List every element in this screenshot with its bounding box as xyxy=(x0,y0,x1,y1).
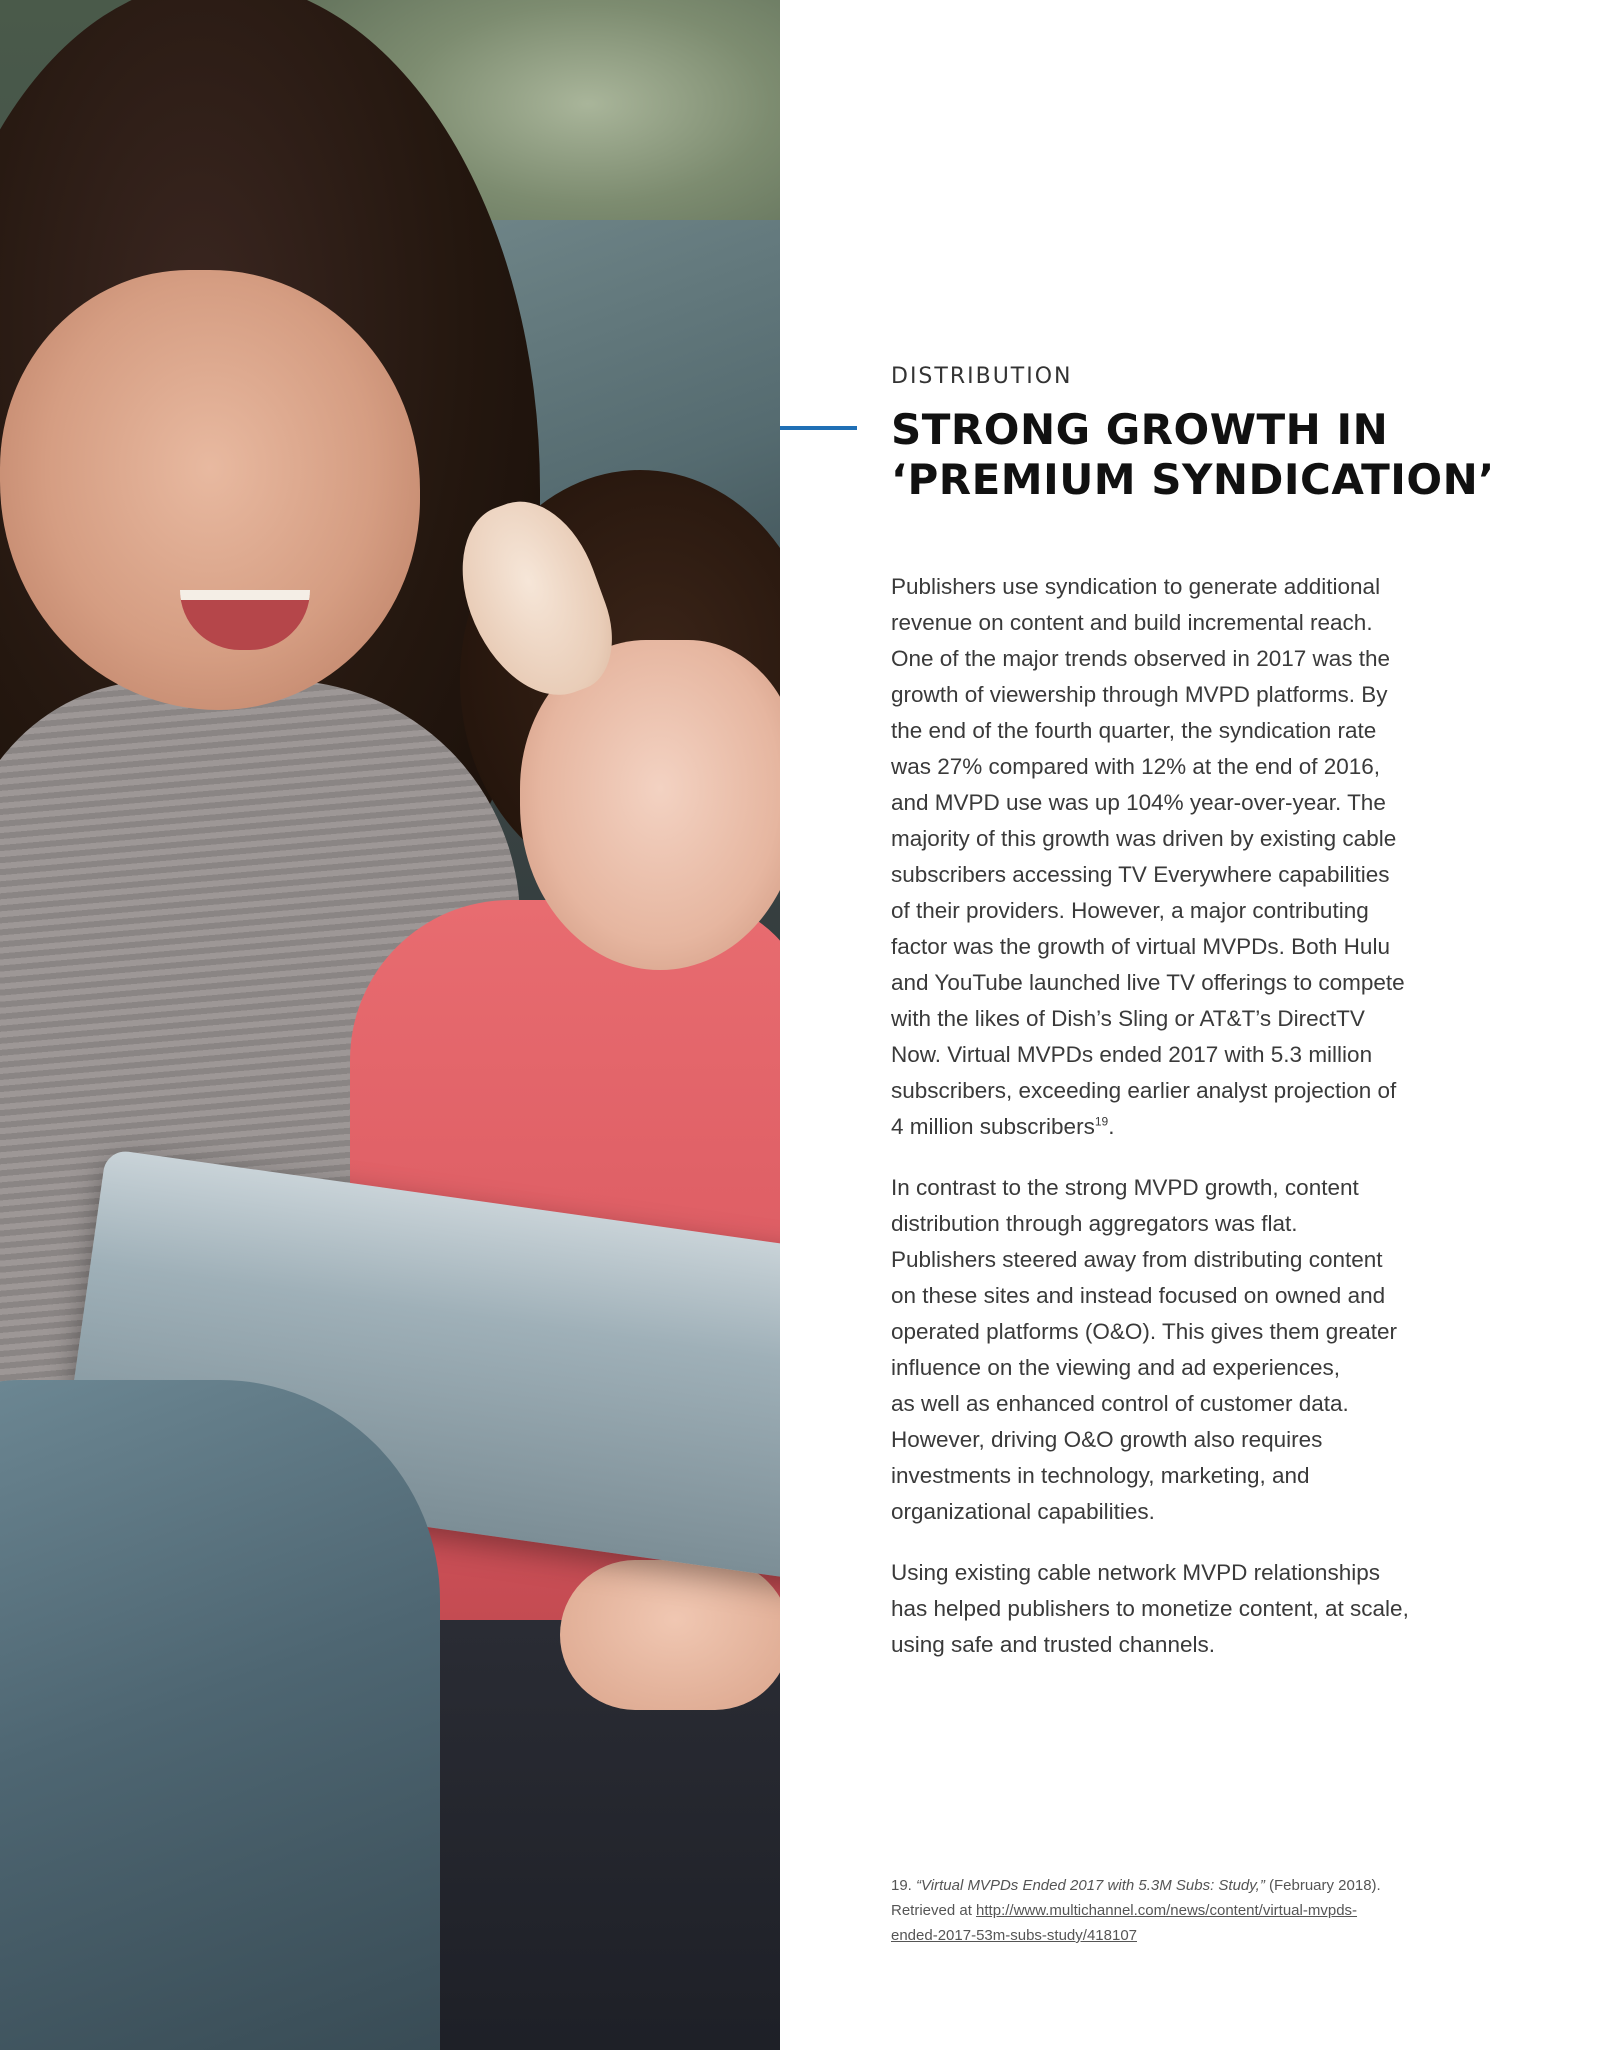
body-line: revenue on content and build incremental reach. xyxy=(891,610,1373,635)
headline-line-2: ‘PREMIUM SYNDICATION’ xyxy=(891,455,1495,504)
body-line: with the likes of Dish’s Sling or AT&T’s DirectTV xyxy=(891,1006,1365,1031)
body-line: However, driving O&O growth also requires xyxy=(891,1427,1323,1452)
headline-line-1: STRONG GROWTH IN xyxy=(891,405,1389,454)
body-paragraph-1 xyxy=(891,569,1461,1145)
footnote-url-link[interactable]: http://www.multichannel.com/news/content/virtual-mvpds- xyxy=(976,1902,1358,1919)
body-line: and YouTube launched live TV offerings to compete xyxy=(891,970,1405,995)
body-last-line-trail: . xyxy=(1108,1114,1115,1139)
footnote-line-1 xyxy=(891,1873,1461,1898)
body-line: of their providers. However, a major contributing xyxy=(891,898,1369,923)
body-line: majority of this growth was driven by existing cable xyxy=(891,826,1397,851)
body-line-last xyxy=(891,1109,1461,1145)
body-line: and MVPD use was up 104% year-over-year. The xyxy=(891,790,1386,815)
footnote-reference[interactable]: 19 xyxy=(1094,1114,1109,1129)
body-line: investments in technology, marketing, and xyxy=(891,1463,1310,1488)
photo-pillow xyxy=(0,1380,440,2050)
section-accent-line xyxy=(780,426,857,430)
body-line: subscribers, exceeding earlier analyst projection of xyxy=(891,1078,1397,1103)
footnote-line-2 xyxy=(891,1898,1461,1923)
body-line: One of the major trends observed in 2017 was the xyxy=(891,646,1391,671)
body-line: operated platforms (O&O). This gives them greater xyxy=(891,1319,1398,1344)
body-paragraph-3 xyxy=(891,1555,1461,1663)
body-line: Publishers use syndication to generate additional xyxy=(891,574,1381,599)
photo-child-arm xyxy=(560,1560,780,1710)
body-line: subscribers accessing TV Everywhere capabilities xyxy=(891,862,1390,887)
body-line: was 27% compared with 12% at the end of 2016, xyxy=(891,754,1381,779)
body-line: influence on the viewing and ad experiences, xyxy=(891,1355,1341,1380)
section-headline xyxy=(891,405,1531,505)
footnote-title: “Virtual MVPDs Ended 2017 with 5.3M Subs: Study,” xyxy=(916,1877,1265,1894)
body-line: using safe and trusted channels. xyxy=(891,1632,1215,1657)
footnote-url-link-continued[interactable]: ended-2017-53m-subs-study/418107 xyxy=(891,1927,1137,1944)
footnote-retrieved-prefix: Retrieved at xyxy=(891,1902,972,1919)
footnote-number: 19. xyxy=(891,1877,912,1894)
section-kicker: DISTRIBUTION xyxy=(891,364,1073,389)
body-line: factor was the growth of virtual MVPDs. Both Hulu xyxy=(891,934,1390,959)
body-line: Using existing cable network MVPD relationships xyxy=(891,1560,1380,1585)
body-line: organizational capabilities. xyxy=(891,1499,1155,1524)
footnote-line-3 xyxy=(891,1923,1461,1948)
body-line: distribution through aggregators was flat. xyxy=(891,1211,1298,1236)
body-line: In contrast to the strong MVPD growth, content xyxy=(891,1175,1359,1200)
body-line: Publishers steered away from distributing content xyxy=(891,1247,1383,1272)
body-line: the end of the fourth quarter, the syndication rate xyxy=(891,718,1377,743)
footnote xyxy=(891,1873,1461,1948)
body-line: as well as enhanced control of customer data. xyxy=(891,1391,1349,1416)
body-last-line-text: 4 million subscribers xyxy=(891,1114,1095,1139)
body-paragraph-2 xyxy=(891,1170,1461,1530)
body-line: on these sites and instead focused on owned and xyxy=(891,1283,1386,1308)
body-line: Now. Virtual MVPDs ended 2017 with 5.3 million xyxy=(891,1042,1373,1067)
body-line: growth of viewership through MVPD platforms. By xyxy=(891,682,1388,707)
hero-photo xyxy=(0,0,780,2050)
body-line: has helped publishers to monetize content, at scale, xyxy=(891,1596,1409,1621)
body-text xyxy=(891,569,1461,1688)
footnote-date: (February 2018). xyxy=(1268,1877,1381,1894)
